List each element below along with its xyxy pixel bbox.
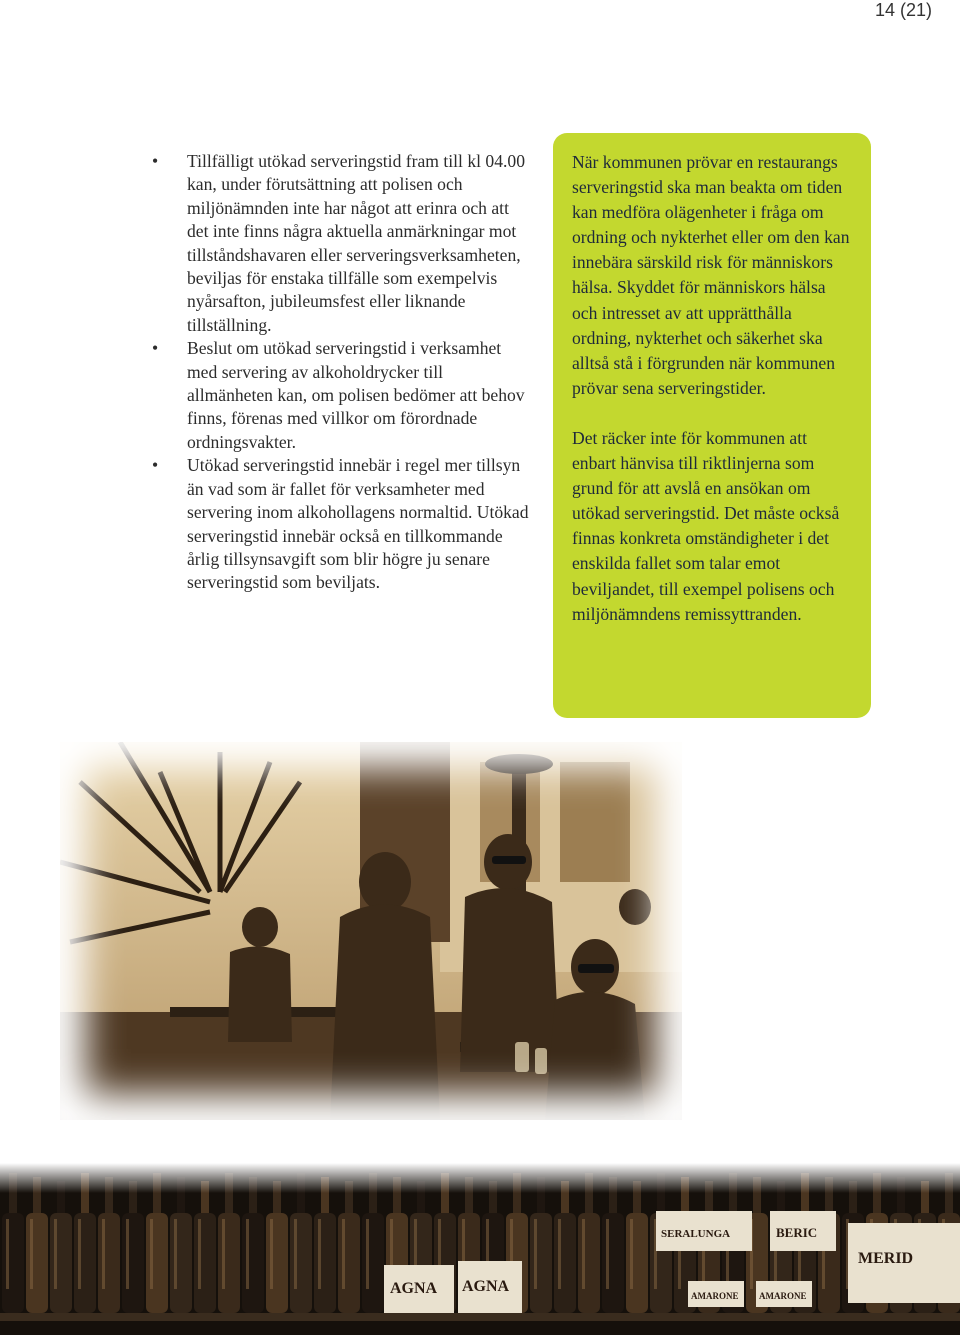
bottle-body bbox=[218, 1213, 240, 1313]
wine-bottles-photo bbox=[0, 1163, 960, 1335]
bottle-body bbox=[338, 1213, 360, 1313]
bottle-neck bbox=[33, 1177, 41, 1217]
bottle-highlight bbox=[294, 1219, 297, 1289]
bottle-neck bbox=[753, 1177, 761, 1217]
bullet-text: Tillfälligt utökad serveringstid fram till kl 04.00 kan, under förutsättning att polisen och miljönämnden inte har något att erinra och att det inte finns några aktuella anmärkningar mot tillståndshavaren eller serveringsverksamheten, beviljas för enstaka tillfälle som exempelvis nyårsafton, jubileumsfest eller liknande tillställning. bbox=[187, 151, 526, 335]
bottle-neck bbox=[513, 1173, 521, 1213]
bottle-body bbox=[50, 1213, 72, 1313]
wine-label-text: AGNA bbox=[462, 1278, 510, 1295]
bottle-highlight bbox=[102, 1219, 105, 1289]
bottle-highlight bbox=[126, 1219, 129, 1289]
bottle-highlight bbox=[534, 1219, 537, 1289]
bottle-neck bbox=[897, 1177, 905, 1217]
bottle-highlight bbox=[558, 1219, 561, 1289]
bullet-text: Utökad serveringstid innebär i regel mer tillsyn än vad som är fallet för verksamheter med servering inom alkohollagens normaltid. Utökad serveringstid innebär också en tillkommande årlig tillsynsavgift som blir högre ju senare serveringstid som beviljats. bbox=[187, 455, 529, 593]
bottle-body bbox=[170, 1213, 192, 1313]
bottle-highlight bbox=[630, 1219, 633, 1289]
outdoor-cafe-photo bbox=[60, 742, 682, 1120]
bottle-highlight bbox=[366, 1219, 369, 1289]
bottle-highlight bbox=[246, 1219, 249, 1289]
bottle-neck bbox=[657, 1173, 665, 1213]
bottle-neck bbox=[729, 1173, 737, 1213]
wine-label-text: BERIC bbox=[776, 1225, 818, 1240]
bullet-marker: • bbox=[152, 338, 159, 359]
bottle-neck bbox=[225, 1173, 233, 1213]
wine-label-text: AGNA bbox=[390, 1280, 438, 1297]
bottle-neck bbox=[537, 1177, 545, 1217]
bottle-body bbox=[626, 1213, 648, 1313]
bottle-body bbox=[266, 1213, 288, 1313]
bottle-body bbox=[122, 1213, 144, 1313]
bottle-highlight bbox=[606, 1219, 609, 1289]
bottle-neck bbox=[945, 1173, 953, 1213]
bullet-marker: • bbox=[152, 151, 159, 171]
bottle-body bbox=[602, 1213, 624, 1313]
bottle-neck bbox=[585, 1173, 593, 1213]
bottle-neck bbox=[609, 1177, 617, 1217]
bottle-body bbox=[530, 1213, 552, 1313]
bottle-body bbox=[362, 1213, 384, 1313]
wine-label-text: MERID bbox=[858, 1250, 914, 1267]
bottle-body bbox=[146, 1213, 168, 1313]
bottle-neck bbox=[321, 1177, 329, 1217]
bottle-body bbox=[290, 1213, 312, 1313]
bottle-neck bbox=[369, 1173, 377, 1213]
bottle-neck bbox=[177, 1177, 185, 1217]
callout-paragraph: När kommunen prövar en restaurangs serveringstid ska man beakta om tiden kan medföra olägenheter i fråga om ordning och nykterhet eller om den kan innebära särskild risk för människors hälsa. Skyddet för människors hälsa och intresset av att upprätthålla ordning, nykterhet och säkerhet ska alltså stå i förgrunden när kommunen prövar sena serveringstider. bbox=[572, 152, 850, 398]
bottle-body bbox=[578, 1213, 600, 1313]
bottle-neck bbox=[393, 1177, 401, 1217]
bottle-highlight bbox=[270, 1219, 273, 1289]
bottle-highlight bbox=[222, 1219, 225, 1289]
bottle-highlight bbox=[198, 1219, 201, 1289]
bottle-highlight bbox=[150, 1219, 153, 1289]
bullet-item bbox=[152, 150, 532, 337]
bottle-body bbox=[2, 1213, 24, 1313]
wine-label-text: AMARONE bbox=[691, 1291, 739, 1301]
wine-label-text: SERALUNGA bbox=[661, 1228, 731, 1240]
bottle-highlight bbox=[54, 1219, 57, 1289]
bullet-text: Beslut om utökad serveringstid i verksamhet med servering av alkoholdrycker till allmänheten kan, om polisen bedömer att behov finns, förenas med villkor om förordnade ordningsvakter. bbox=[187, 338, 525, 452]
bottle-body bbox=[98, 1213, 120, 1313]
bottle-neck bbox=[801, 1173, 809, 1213]
bottle-highlight bbox=[582, 1219, 585, 1289]
bottle-highlight bbox=[174, 1219, 177, 1289]
bullet-item bbox=[152, 337, 532, 454]
bottle-neck bbox=[441, 1173, 449, 1213]
callout-box bbox=[553, 133, 871, 718]
callout-paragraph: Det räcker inte för kommunen att enbart hänvisa till riktlinjerna som grund för att avslå en ansökan om utökad serveringstid. Det måste också finnas konkreta omständigheter i det enskilda fallet som talar emot beviljandet, till exempel polisens och miljönämndens remissyttranden. bbox=[572, 427, 840, 624]
bottle-body bbox=[26, 1213, 48, 1313]
page-number: 14 (21) bbox=[874, 0, 932, 20]
bottle-neck bbox=[9, 1173, 17, 1213]
wine-label-text: AMARONE bbox=[759, 1291, 807, 1301]
bottle-neck bbox=[873, 1173, 881, 1213]
bottle-neck bbox=[297, 1173, 305, 1213]
bottle-neck bbox=[465, 1177, 473, 1217]
bottle-neck bbox=[153, 1173, 161, 1213]
bottle-body bbox=[554, 1213, 576, 1313]
bottle-highlight bbox=[78, 1219, 81, 1289]
bottle-highlight bbox=[6, 1219, 9, 1289]
bottle-body bbox=[242, 1213, 264, 1313]
bottle-body bbox=[314, 1213, 336, 1313]
bottle-neck bbox=[249, 1177, 257, 1217]
bottle-neck bbox=[81, 1173, 89, 1213]
bottle-highlight bbox=[318, 1219, 321, 1289]
bottle-highlight bbox=[30, 1219, 33, 1289]
bottle-neck bbox=[105, 1177, 113, 1217]
bottle-body bbox=[194, 1213, 216, 1313]
bottle-highlight bbox=[342, 1219, 345, 1289]
bottle-body bbox=[74, 1213, 96, 1313]
bullet-marker: • bbox=[152, 455, 159, 476]
bullet-item bbox=[152, 454, 532, 594]
bullet-list bbox=[152, 150, 532, 595]
